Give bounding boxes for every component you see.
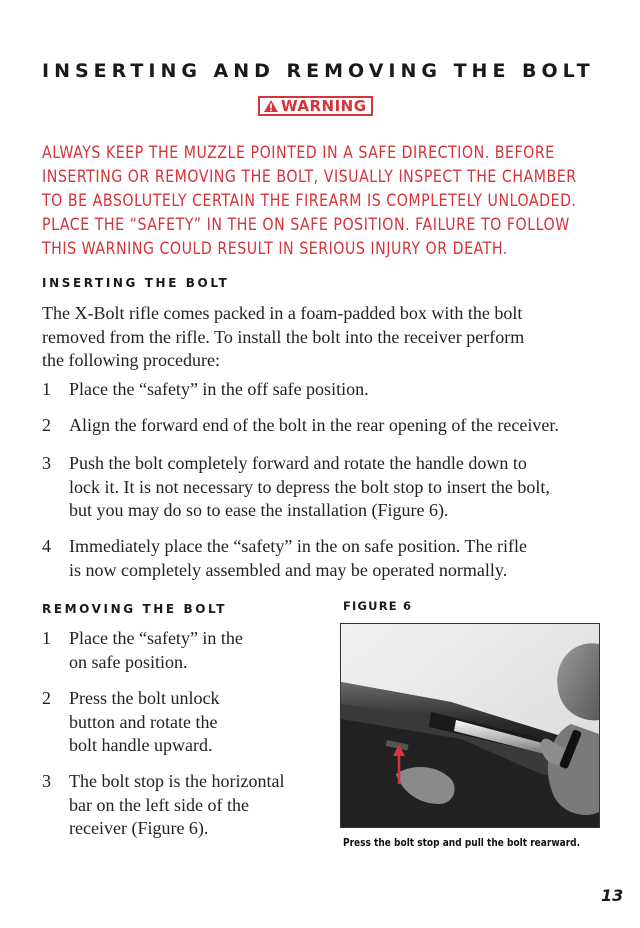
intro-line: The X-Bolt rifle comes packed in a foam-padded box with the bolt: [42, 303, 523, 323]
warning-badge: [258, 96, 373, 116]
step-line: Immediately place the “safety” in the on safe position. The rifle: [69, 536, 527, 556]
step-line: button and rotate the: [69, 711, 218, 732]
step-line: Press the bolt unlock: [69, 688, 220, 708]
intro-line: the following procedure:: [42, 350, 220, 370]
removing-step: [42, 687, 332, 759]
step-text: [69, 414, 559, 438]
step-line: lock it. It is not necessary to depress the bolt stop to insert the bolt,: [69, 476, 550, 497]
page-title: INSERTING AND REMOVING THE BOLT: [42, 60, 595, 82]
step-number: 3: [42, 453, 51, 473]
inserting-intro: [42, 302, 622, 373]
rifle-bolt-illustration: [341, 624, 599, 827]
step-text: [69, 627, 243, 674]
step-text: [69, 452, 550, 523]
step-number: 2: [42, 415, 51, 435]
page-number: 13: [601, 886, 624, 905]
step-line: Push the bolt completely forward and rotate the handle down to: [69, 453, 527, 473]
step-line: Align the forward end of the bolt in the rear opening of the receiver.: [69, 415, 559, 435]
step-line: The bolt stop is the horizontal: [69, 771, 285, 791]
step-line: is now completely assembled and may be operated normally.: [69, 559, 508, 580]
inserting-step: [42, 414, 622, 438]
step-text: [69, 687, 220, 758]
inserting-step: [42, 452, 622, 524]
inserting-step: [42, 535, 622, 583]
step-number: 1: [42, 379, 51, 399]
warning-label: WARNING: [281, 96, 367, 115]
removing-step: [42, 627, 332, 675]
inserting-heading: INSERTING THE BOLT: [42, 276, 230, 290]
step-line: Place the “safety” in the: [69, 628, 243, 648]
figure-6-photo: [340, 623, 600, 828]
step-text: [69, 535, 527, 582]
step-number: 4: [42, 536, 51, 556]
step-line: bar on the left side of the: [69, 794, 249, 815]
step-number: 3: [42, 771, 51, 791]
step-line: but you may do so to ease the installation (Figure 6).: [69, 500, 449, 520]
intro-line: removed from the rifle. To install the bolt into the receiver perform: [42, 326, 525, 347]
step-line: bolt handle upward.: [69, 735, 213, 755]
step-text: [69, 770, 284, 841]
removing-heading: REMOVING THE BOLT: [42, 602, 228, 616]
step-number: 2: [42, 688, 51, 708]
step-line: on safe position.: [69, 651, 188, 672]
step-line: receiver (Figure 6).: [69, 818, 209, 838]
figure-label: FIGURE 6: [343, 599, 413, 613]
step-text: [69, 378, 369, 402]
inserting-step: [42, 378, 622, 402]
warning-triangle-icon: [263, 99, 279, 113]
step-line: Place the “safety” in the off safe position.: [69, 379, 369, 399]
removing-step: [42, 770, 332, 842]
step-number: 1: [42, 628, 51, 648]
warning-text: ALWAYS KEEP THE MUZZLE POINTED IN A SAFE DIRECTION. BEFORE INSERTING OR REMOVING THE BOLT, VISUALLY INSPECT THE CHAMBER TO BE ABSOLUTELY CERTAIN THE FIREARM IS COMPLETELY UNLOADED. PLACE THE “SAFETY” IN THE ON SAFE POSITION. FAILURE TO FOLLOW THIS WARNING COULD RESULT IN SERIOUS INJURY OR DEATH.: [42, 143, 577, 258]
figure-caption: Press the bolt stop and pull the bolt rearward.: [343, 836, 581, 849]
